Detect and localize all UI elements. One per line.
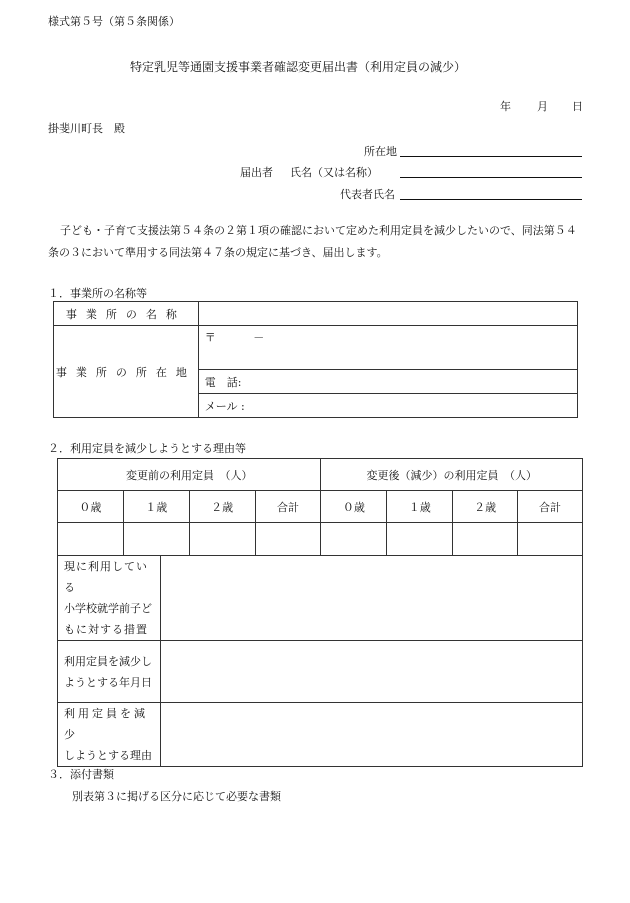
measures-label: 現に利用している 小学校就学前子ど もに対する措置 <box>58 556 161 641</box>
address-label: 所在地 <box>364 145 397 158</box>
facility-name-label: 事業所の名称 <box>54 302 199 326</box>
section1-heading: １．事業所の名称等 <box>48 287 147 300</box>
date-year: 年 <box>500 100 511 113</box>
body-paragraph: 子ども・子育て支援法第５４条の２第１項の確認において定めた利用定員を減少したいので、同法第５４条の３において準用する同法第４７条の規定に基づき、届出します。 <box>48 224 577 259</box>
reduction-reason-cell[interactable] <box>160 703 582 767</box>
before-age2-input[interactable] <box>189 523 255 556</box>
reduction-date-label: 利用定員を減少し ようとする年月日 <box>58 641 161 703</box>
section3-heading: ３．添付書類 <box>48 768 114 781</box>
address-field[interactable] <box>400 142 582 157</box>
capacity-table <box>57 458 583 556</box>
email-cell[interactable] <box>198 394 577 418</box>
postal-mark: 〒 <box>204 331 216 344</box>
notifier-label: 届出者 <box>240 166 273 179</box>
section2-heading: ２．利用定員を減少しようとする理由等 <box>48 442 246 455</box>
postal-cell[interactable] <box>198 326 577 370</box>
after-age1-input[interactable] <box>387 523 453 556</box>
before-header: 変更前の利用定員 （人） <box>58 459 321 491</box>
representative-label: 代表者氏名 <box>340 188 395 201</box>
reduction-reason-label: 利用定員を減少 しようとする理由 <box>58 703 161 767</box>
after-total-input[interactable] <box>518 523 583 556</box>
before-age0: ０歳 <box>58 491 124 523</box>
facility-table <box>53 301 578 418</box>
after-age1: １歳 <box>387 491 453 523</box>
before-total: 合計 <box>255 491 321 523</box>
facility-location-label: 事業所の所在地 <box>54 326 199 418</box>
measures-cell[interactable] <box>160 556 582 641</box>
attachments-text: 別表第３に掲げる区分に応じて必要な書類 <box>72 790 281 803</box>
phone-label: 電 話: <box>204 375 242 389</box>
representative-field[interactable] <box>400 185 582 200</box>
after-age0: ０歳 <box>321 491 387 523</box>
email-label: メール : <box>204 399 245 413</box>
form-id: 様式第５号（第５条関係） <box>48 15 180 28</box>
after-age0-input[interactable] <box>321 523 387 556</box>
before-age2: ２歳 <box>189 491 255 523</box>
after-header: 変更後（減少）の利用定員 （人） <box>321 459 583 491</box>
addressee: 掛斐川町長 殿 <box>48 122 125 135</box>
postal-dash: － <box>253 331 265 344</box>
after-total: 合計 <box>518 491 583 523</box>
facility-name-cell[interactable] <box>198 302 577 326</box>
before-age0-input[interactable] <box>58 523 124 556</box>
date-day: 日 <box>572 100 583 113</box>
before-age1: １歳 <box>123 491 189 523</box>
before-age1-input[interactable] <box>123 523 189 556</box>
phone-cell[interactable] <box>198 370 577 394</box>
reason-table <box>57 555 583 767</box>
date-month: 月 <box>537 100 548 113</box>
after-age2-input[interactable] <box>453 523 518 556</box>
before-total-input[interactable] <box>255 523 321 556</box>
name-label: 氏名（又は名称） <box>290 166 378 179</box>
name-field[interactable] <box>400 163 582 178</box>
after-age2: ２歳 <box>453 491 518 523</box>
page-title: 特定乳児等通園支援事業者確認変更届出書（利用定員の減少） <box>130 60 467 74</box>
reduction-date-cell[interactable] <box>160 641 582 703</box>
